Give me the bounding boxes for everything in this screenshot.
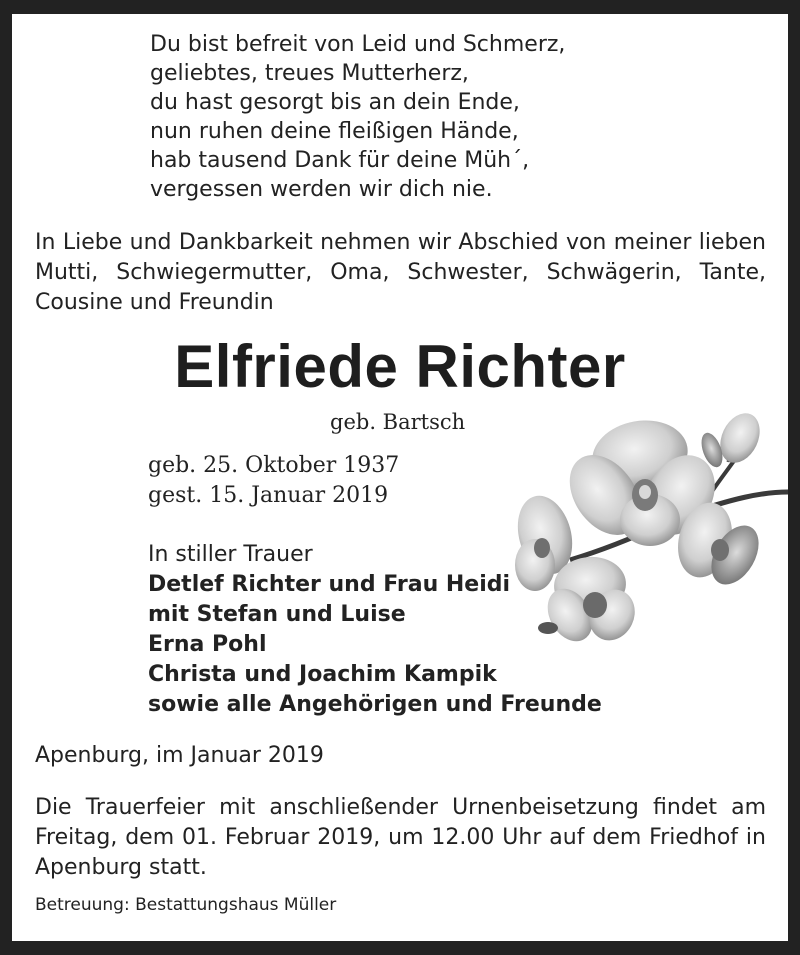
- poem-line: vergessen werden wir dich nie.: [150, 177, 493, 202]
- mourner-name: Detlef Richter und Frau Heidi: [148, 572, 511, 597]
- farewell-intro: In Liebe und Dankbarkeit nehmen wir Abschied von meiner lieben Mutti, Schwiegermutter, Oma, Schwester, Schwägerin, Tante, Cousine und Freundin: [35, 230, 766, 315]
- poem-line: geliebtes, treues Mutterherz,: [150, 61, 469, 86]
- life-dates: [148, 451, 399, 511]
- birth-name: geb. Bartsch: [330, 410, 466, 434]
- mourning-heading: In stiller Trauer: [148, 542, 313, 567]
- death-date: gest. 15. Januar 2019: [148, 483, 389, 508]
- memorial-poem: [150, 30, 565, 204]
- mourner-name: mit Stefan und Luise: [148, 602, 406, 627]
- mourner-name: Christa und Joachim Kampik: [148, 662, 497, 687]
- place-and-date: Apenburg, im Januar 2019: [35, 743, 324, 768]
- funeral-notice: Die Trauerfeier mit anschließender Urnenbeisetzung findet am Freitag, dem 01. Februar 2019, um 12.00 Uhr auf dem Friedhof in Apenburg statt.: [35, 795, 766, 880]
- mourner-name: Erna Pohl: [148, 632, 267, 657]
- birth-date: geb. 25. Oktober 1937: [148, 453, 400, 478]
- poem-line: Du bist befreit von Leid und Schmerz,: [150, 32, 566, 57]
- poem-line: du hast gesorgt bis an dein Ende,: [150, 90, 520, 115]
- poem-line: nun ruhen deine fleißigen Hände,: [150, 119, 519, 144]
- poem-line: hab tausend Dank für deine Müh´,: [150, 148, 530, 173]
- mourners-block: [148, 540, 602, 720]
- funeral-home-credit: Betreuung: Bestattungshaus Müller: [35, 895, 337, 915]
- mourner-name: sowie alle Angehörigen und Freunde: [148, 692, 602, 717]
- deceased-name: Elfriede Richter: [174, 333, 626, 400]
